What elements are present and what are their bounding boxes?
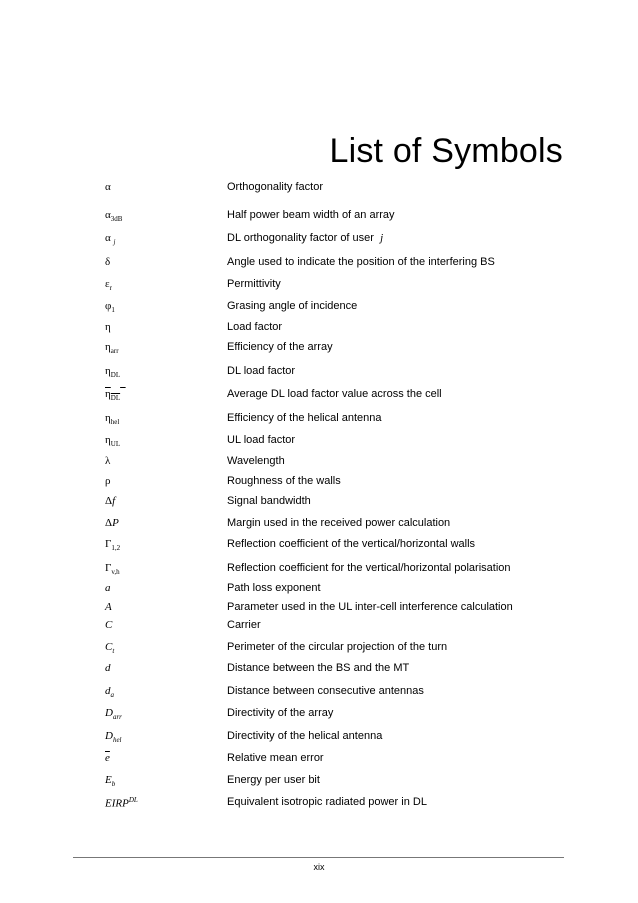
- symbol-glyph: λ: [105, 455, 111, 467]
- symbol: [105, 685, 114, 699]
- symbol-description: Orthogonality factor: [227, 181, 323, 193]
- symbol-row: [0, 730, 638, 750]
- symbol-glyph: η: [105, 365, 111, 377]
- symbol-subscript: 1: [111, 306, 115, 315]
- symbol-subscript: arr: [110, 347, 119, 356]
- symbol-description: Reflection coefficient of the vertical/horizontal walls: [227, 538, 476, 550]
- symbol-subscript: r: [109, 284, 112, 293]
- symbol-glyph: a: [105, 582, 111, 594]
- symbol-row: [0, 685, 638, 705]
- symbol-row: [0, 619, 638, 639]
- symbol-glyph: d: [105, 662, 111, 674]
- symbol-glyph: α: [105, 209, 111, 221]
- page-title: List of Symbols: [329, 132, 563, 170]
- symbol: [105, 752, 110, 764]
- symbol-glyph: Δ: [105, 517, 113, 529]
- symbol-row: [0, 752, 638, 772]
- symbol-row: [0, 582, 638, 602]
- symbol-row: [0, 641, 638, 661]
- symbol: [105, 517, 119, 529]
- symbol-row: [0, 412, 638, 432]
- symbol: [105, 434, 120, 448]
- symbol-glyph: η: [105, 434, 111, 446]
- symbol-superscript: DL: [128, 796, 138, 804]
- symbol: [105, 365, 120, 379]
- symbol-glyph: η: [105, 321, 111, 333]
- symbol: [105, 232, 115, 246]
- symbol: [105, 582, 111, 594]
- symbol-glyph: ε: [105, 278, 110, 290]
- symbol-row: [0, 300, 638, 320]
- symbol-variable: f: [112, 495, 116, 507]
- symbol-row: [0, 365, 638, 385]
- symbol-description: Load factor: [227, 321, 283, 333]
- symbol: [105, 562, 120, 576]
- symbol: [105, 412, 119, 426]
- symbol-subscript: hel: [110, 418, 120, 427]
- symbol-description: DL load factor: [227, 365, 296, 377]
- symbol-description: Efficiency of the array: [227, 341, 333, 353]
- symbol-variable: P: [112, 517, 119, 529]
- symbol-row: [0, 662, 638, 682]
- symbol-glyph: Δ: [105, 495, 113, 507]
- symbol-description: Equivalent isotropic radiated power in DL: [227, 796, 427, 808]
- symbol-row: [0, 321, 638, 341]
- symbol-subscript: arr: [112, 713, 122, 722]
- symbol-subscript: j: [113, 238, 116, 247]
- symbol-subscript: DL: [110, 394, 121, 403]
- symbol-row: [0, 774, 638, 794]
- symbol-row: [0, 538, 638, 558]
- symbol-subscript: UL: [110, 440, 121, 449]
- symbol-row: [0, 495, 638, 515]
- symbol-description: Parameter used in the UL inter-cell interference calculation: [227, 601, 513, 613]
- symbol-glyph: α: [105, 181, 111, 193]
- symbol: [105, 455, 110, 467]
- symbol-row: [0, 562, 638, 582]
- symbol-row: [0, 475, 638, 495]
- symbol-description: Average DL load factor value across the cell: [227, 388, 442, 400]
- symbol: [105, 774, 115, 788]
- symbol-row: [0, 601, 638, 621]
- description-variable: j: [380, 232, 384, 244]
- symbol-subscript: 1,2: [111, 544, 121, 553]
- symbol-description: Path loss exponent: [227, 582, 321, 594]
- symbol: [105, 321, 111, 333]
- symbol: [105, 538, 120, 552]
- footer-divider: [73, 857, 564, 858]
- symbol-description: Perimeter of the circular projection of the turn: [227, 641, 448, 653]
- symbol-description: Carrier: [227, 619, 261, 631]
- symbol-description: Grasing angle of incidence: [227, 300, 358, 312]
- symbol-subscript: t: [112, 647, 115, 656]
- symbol-glyph: Γ: [105, 538, 112, 550]
- symbol-description: Signal bandwidth: [227, 495, 311, 507]
- symbol-description: Angle used to indicate the position of the interfering BS: [227, 256, 495, 268]
- symbol-glyph: EIRP: [105, 797, 129, 810]
- symbol: [105, 341, 119, 355]
- symbol: [105, 662, 111, 674]
- symbol: [105, 256, 110, 268]
- symbol-glyph: α: [105, 232, 111, 244]
- symbol-description: Reflection coefficient for the vertical/horizontal polarisation: [227, 562, 511, 574]
- symbol-subscript: b: [111, 780, 116, 789]
- symbol-description: Distance between the BS and the MT: [227, 662, 410, 674]
- symbol: [105, 209, 122, 223]
- symbol: [105, 619, 112, 631]
- symbol-glyph: C: [105, 619, 113, 631]
- symbol-glyph: η: [105, 341, 111, 353]
- symbol-row: [0, 232, 638, 252]
- symbol-glyph: η: [105, 412, 111, 424]
- symbol-row: [0, 517, 638, 537]
- symbol: [105, 278, 112, 292]
- symbol-glyph: Γ: [105, 562, 112, 574]
- symbol-glyph: A: [105, 601, 112, 613]
- symbol: [105, 601, 112, 613]
- symbol-description: UL load factor: [227, 434, 296, 446]
- symbol-glyph: η: [105, 388, 111, 400]
- symbol-description: Half power beam width of an array: [227, 209, 395, 221]
- symbol-description: Energy per user bit: [227, 774, 320, 786]
- symbol-description: Roughness of the walls: [227, 475, 341, 487]
- symbol-description: Directivity of the helical antenna: [227, 730, 383, 742]
- symbol-glyph: E: [105, 774, 112, 786]
- symbol-row: [0, 796, 638, 816]
- symbol-subscript: 3dB: [110, 215, 123, 224]
- description-text: DL orthogonality factor of user: [227, 232, 374, 244]
- symbol-row: [0, 341, 638, 361]
- symbol-row: [0, 388, 638, 408]
- symbol-glyph: d: [105, 685, 111, 697]
- symbol-description: Distance between consecutive antennas: [227, 685, 424, 697]
- symbol: [105, 475, 111, 487]
- symbol: [105, 300, 115, 314]
- symbol-glyph: $\overline{e}$: [105, 752, 110, 764]
- symbol-glyph: δ: [105, 256, 111, 268]
- symbol-description: Directivity of the array: [227, 707, 334, 719]
- symbol-description: Relative mean error: [227, 752, 324, 764]
- symbol-subscript: hel: [112, 736, 122, 745]
- symbol-description: [227, 232, 383, 244]
- symbol-row: [0, 455, 638, 475]
- symbol: [105, 388, 126, 402]
- symbol-row: [0, 209, 638, 229]
- symbol-subscript: v,h: [111, 568, 120, 577]
- symbol-description: Efficiency of the helical antenna: [227, 412, 382, 424]
- symbol-row: [0, 434, 638, 454]
- symbol-row: [0, 256, 638, 276]
- symbol-row: [0, 278, 638, 298]
- symbol: [105, 730, 122, 744]
- symbol-glyph: C: [105, 641, 113, 653]
- symbol: [105, 641, 114, 655]
- symbol-description: Wavelength: [227, 455, 285, 467]
- symbol-description: Permittivity: [227, 278, 281, 290]
- symbol-glyph: ρ: [105, 475, 111, 487]
- symbol-glyph: D: [105, 730, 113, 742]
- symbol-glyph: φ: [105, 300, 112, 312]
- symbol-subscript: a: [110, 691, 114, 700]
- page-number: xix: [313, 862, 325, 872]
- symbol: [105, 707, 122, 721]
- symbol-row: [0, 181, 638, 201]
- symbol-description: Margin used in the received power calculation: [227, 517, 451, 529]
- symbol-glyph: D: [105, 707, 113, 719]
- symbol-subscript: DL: [110, 371, 121, 380]
- symbol: [105, 796, 138, 810]
- symbol: [105, 181, 111, 193]
- symbol: [105, 495, 115, 507]
- symbol-row: [0, 707, 638, 727]
